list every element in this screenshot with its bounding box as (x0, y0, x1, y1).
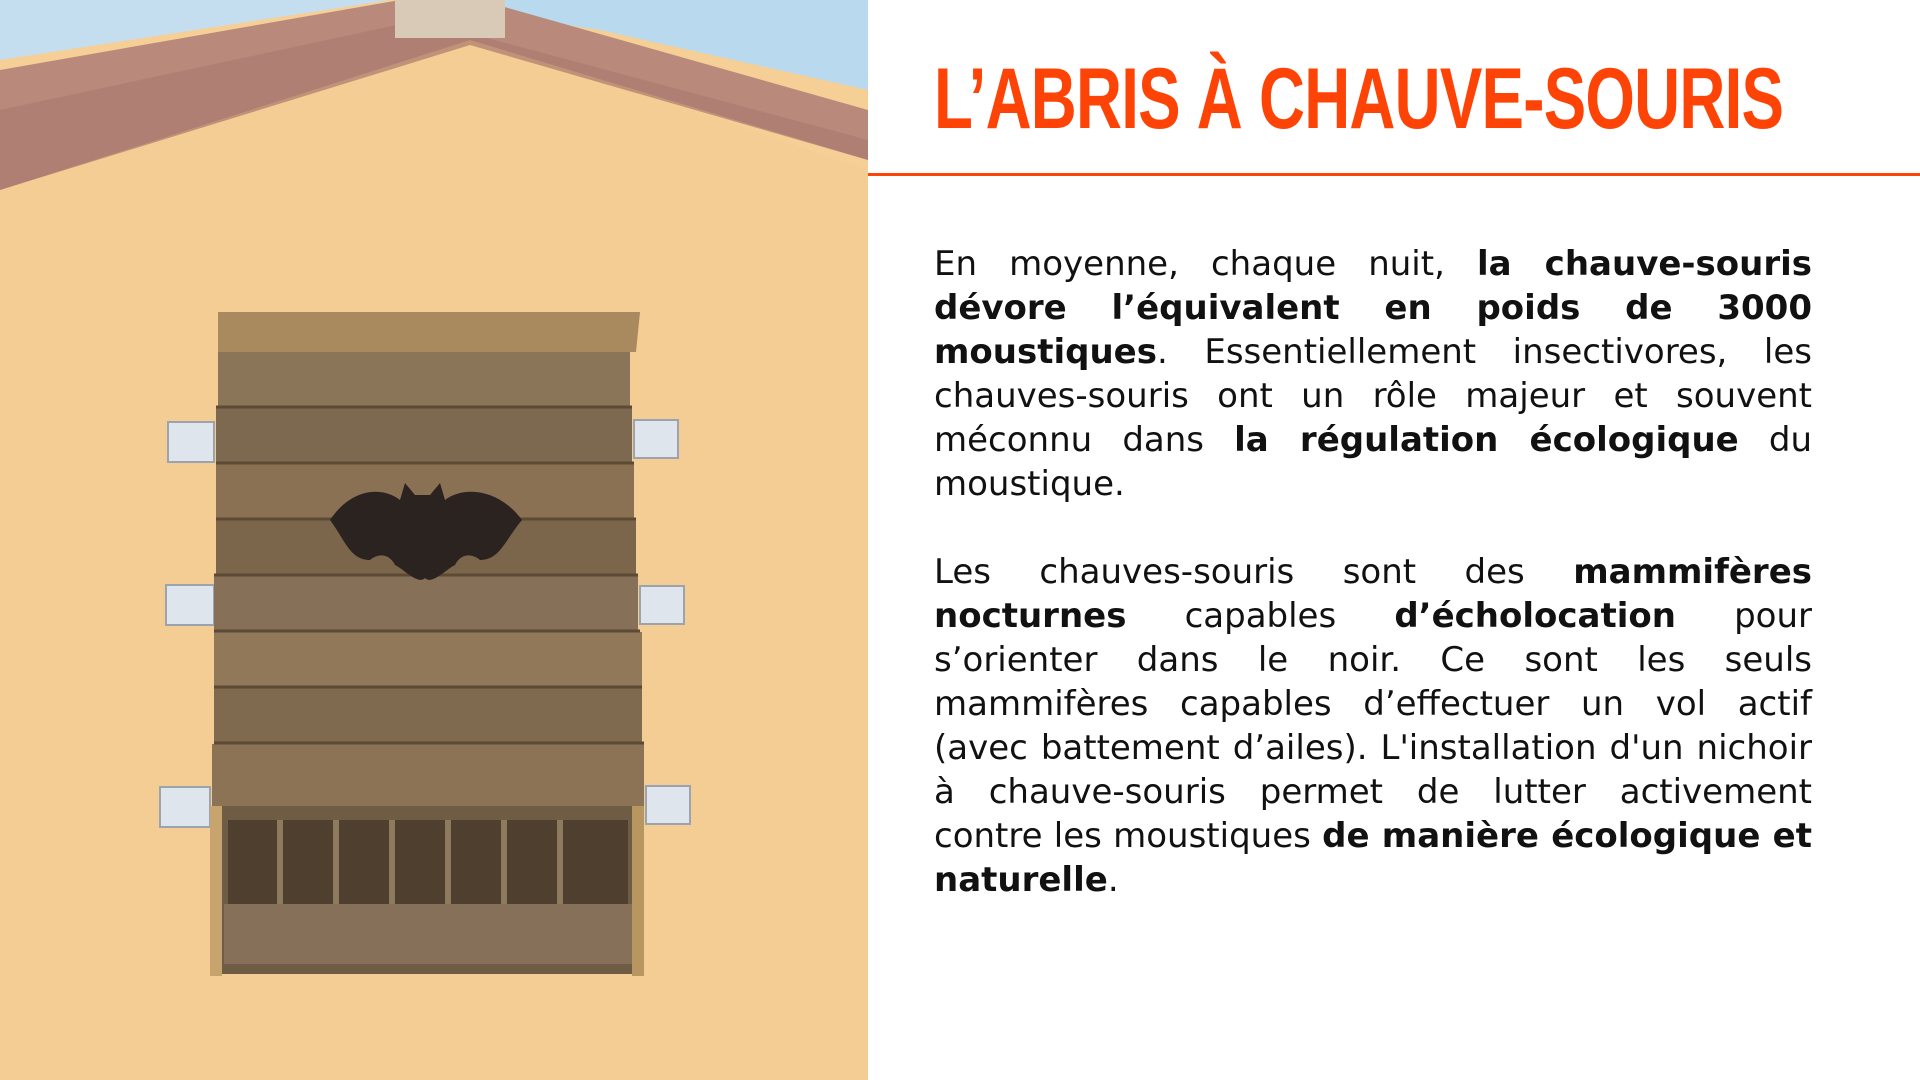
bat-shelter-photo (0, 0, 868, 1080)
p1-text-1: En moyenne, chaque nuit, (934, 244, 1477, 284)
p1-text-2: . Essentiellement insectivores, les chauves-souris ont un rôle majeur et souvent méconnu dans (934, 332, 1812, 460)
p2-bold-3: de manière écologique et naturelle (934, 816, 1812, 900)
paragraph-1 (934, 242, 1812, 506)
bat-shelter-illustration (0, 0, 868, 1080)
p2-text-2: capables (1126, 596, 1395, 636)
p2-text-1: Les chauves-souris sont des (934, 552, 1574, 592)
p1-bold-2: la régulation écologique (1234, 420, 1739, 460)
p2-bold-2: d’écholocation (1394, 596, 1676, 636)
p2-text-4: . (1107, 860, 1119, 900)
p2-text-3: pour s’orienter dans le noir. Ce sont les seuls mammifères capables d’effectuer un vol actif (avec battement d’ailes). L'installation d'un nichoir à chauve-souris permet de lutter activement contre les moustiques (934, 596, 1812, 856)
title-divider (868, 173, 1920, 176)
text-panel (868, 0, 1920, 1080)
p1-text-3: du moustique. (934, 420, 1812, 504)
page-title: L’ABRIS À CHAUVE-SOURIS (934, 51, 1784, 147)
p2-bold-1: mammifères nocturnes (934, 552, 1812, 636)
paragraph-2 (934, 550, 1812, 902)
p1-bold-1: la chauve-souris dévore l’équivalent en poids de 3000 moustiques (934, 244, 1812, 372)
body-text (934, 242, 1812, 946)
